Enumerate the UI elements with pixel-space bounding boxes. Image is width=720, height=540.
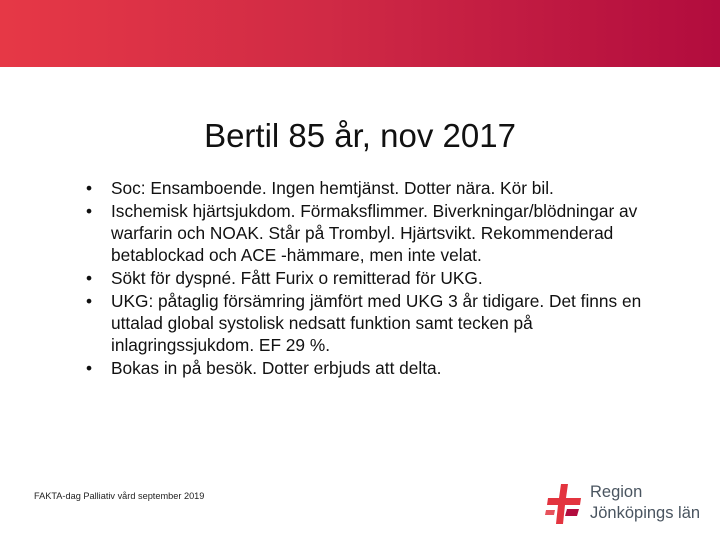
bullet-item-dyspnea: • Sökt för dyspné. Fått Furix o remitterad för UKG.: [80, 267, 660, 289]
slide-title: Bertil 85 år, nov 2017: [204, 117, 516, 154]
bullet-item-ukg: • UKG: påtaglig försämring jämfört med UKG 3 år tidigare. Det finns en uttalad global systolisk nedsatt funktion samt tecken på inlagringssjukdom. EF 29 %.: [80, 290, 660, 357]
region-cross-logo-icon: [543, 482, 587, 526]
top-banner: [0, 0, 720, 67]
bullet-item-visit: • Bokas in på besök. Dotter erbjuds att delta.: [80, 357, 660, 379]
region-logo: [543, 478, 703, 528]
bullet-item-history: • Ischemisk hjärtsjukdom. Förmaksflimmer. Biverkningar/blödningar av warfarin och NOAK. Står på Trombyl. Hjärtsvikt. Rekommenderad betablockad och ACE -hämmare, men inte velat.: [80, 200, 660, 267]
footer-text: FAKTA-dag Palliativ vård september 2019: [34, 491, 205, 501]
bullet-list: [80, 177, 660, 380]
logo-county-text: Jönköpings län: [590, 504, 701, 522]
bullet-item-social: • Soc: Ensamboende. Ingen hemtjänst. Dotter nära. Kör bil.: [80, 177, 660, 199]
logo-region-text: Region: [590, 483, 643, 501]
